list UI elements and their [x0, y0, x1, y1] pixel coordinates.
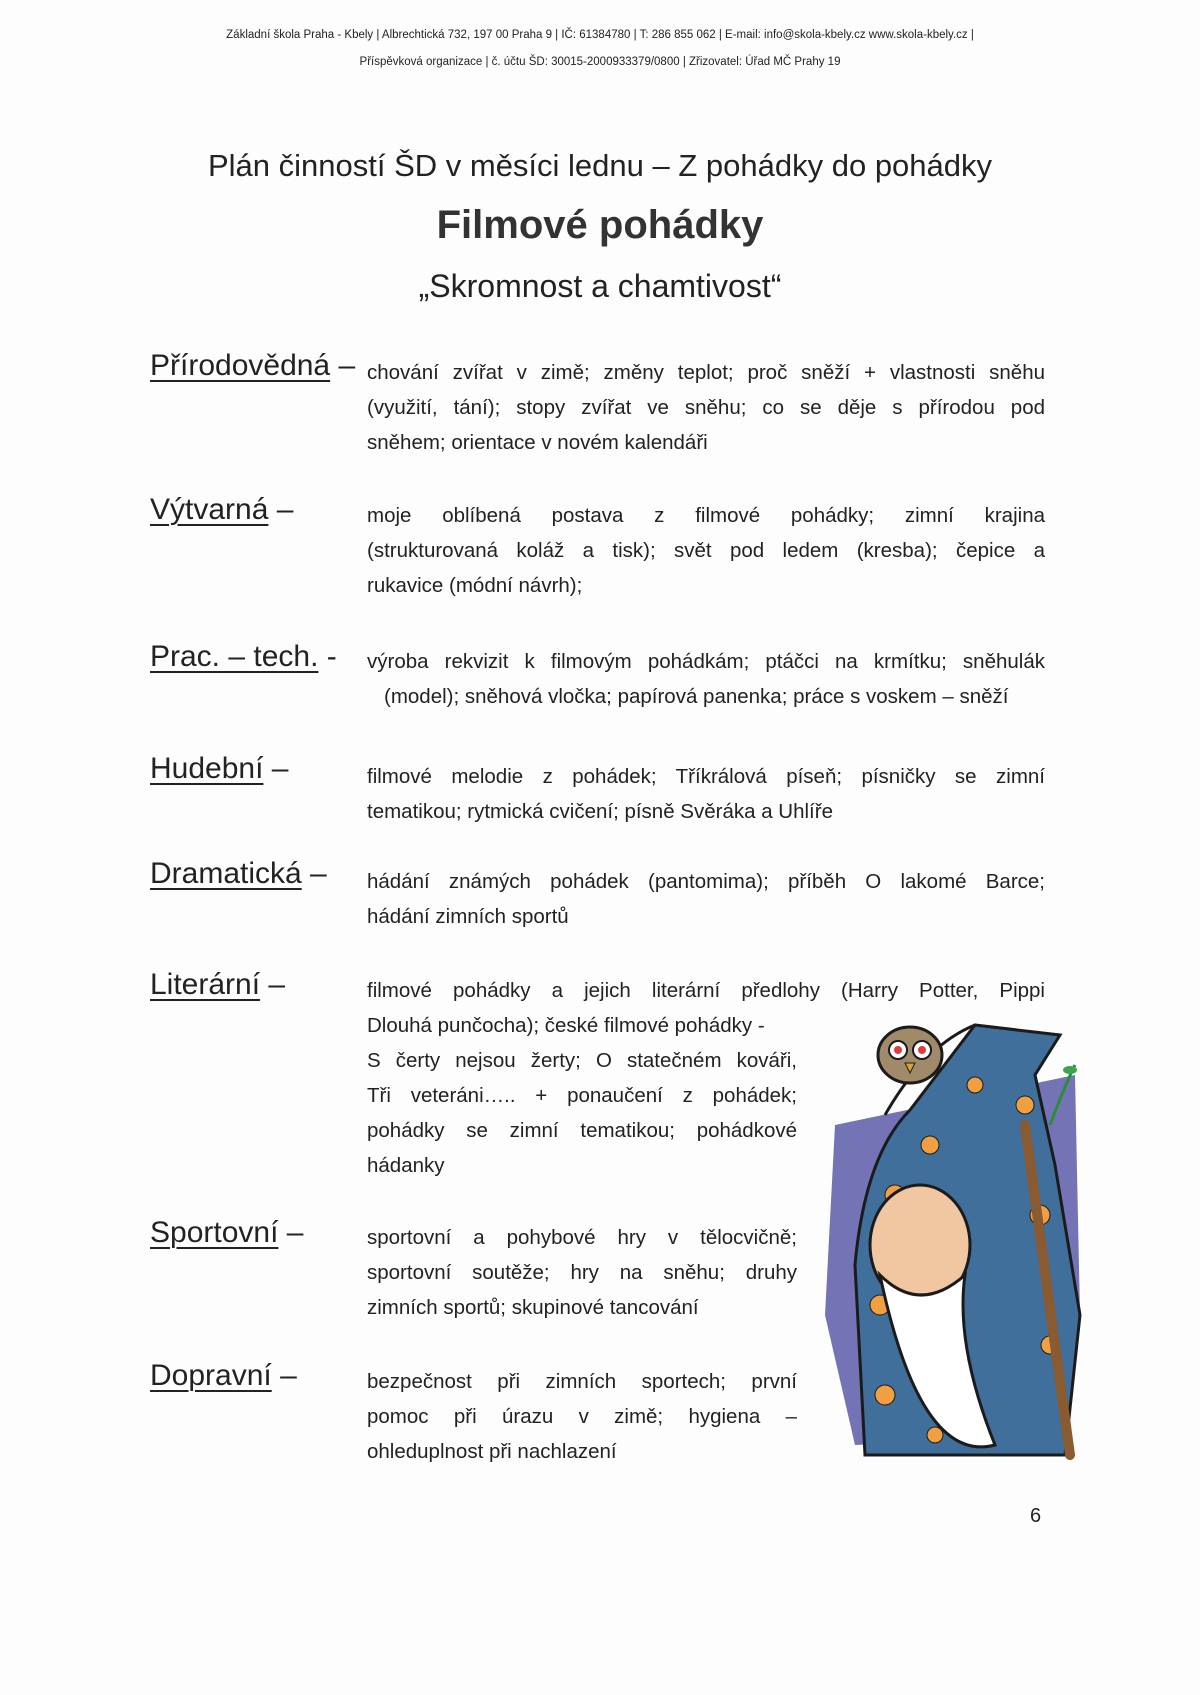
section-label: Literární — [150, 968, 261, 1001]
text-line: sněhem; orientace v novém kalendáři — [367, 431, 708, 454]
section-dash: – — [271, 1359, 297, 1392]
section-label: Výtvarná — [150, 493, 269, 526]
section-label: Hudební — [150, 752, 264, 785]
section-text — [367, 1220, 797, 1325]
text-line: (model); sněhová vločka; papírová panenka; práce s voskem – sněží — [384, 685, 1009, 708]
section-text — [367, 1364, 797, 1469]
section-dash: – — [260, 968, 286, 1001]
text-line: tematikou; rytmická cvičení; písně Svěráka a Uhlíře — [367, 800, 833, 823]
section-label: Sportovní — [150, 1216, 279, 1249]
theme-subtitle: „Skromnost a chamtivost“ — [418, 268, 782, 304]
text-line: filmové pohádky a jejich literární předlohy (Harry Potter, Pippi — [367, 979, 1045, 1002]
text-line: (využití, tání); stopy zvířat ve sněhu; co se děje s přírodou pod — [367, 396, 1045, 419]
text-line: sportovní soutěže; hry na sněhu; druhy — [367, 1261, 797, 1284]
section-dash: – — [268, 493, 294, 526]
text-line: Tři veteráni….. + ponaučení z pohádek; — [367, 1084, 797, 1107]
text-line: ohleduplnost při nachlazení — [367, 1440, 617, 1463]
section-text — [367, 355, 1045, 460]
section-dash: – — [263, 752, 289, 785]
section-label: Dramatická — [150, 857, 302, 890]
section-text — [367, 498, 1045, 603]
text-line: pohádky se zimní tematikou; pohádkové — [367, 1119, 797, 1142]
section-dash: – — [330, 349, 356, 382]
wizard-with-owl-illustration — [825, 1015, 1085, 1475]
text-line: chování zvířat v zimě; změny teplot; proč sněží + vlastnosti sněhu — [367, 361, 1045, 384]
plan-title: Plán činností ŠD v měsíci lednu – Z pohádky do pohádky — [207, 148, 993, 183]
section-dash: - — [318, 640, 337, 673]
section-text — [367, 864, 1045, 934]
section-label: Přírodovědná — [150, 349, 331, 382]
text-line: moje oblíbená postava z filmové pohádky; zimní krajina — [367, 504, 1045, 527]
section-text — [367, 644, 1045, 714]
school-header-line-2: Příspěvková organizace | č. účtu ŠD: 30015-2000933379/0800 | Zřizovatel: Úřad MČ Prahy 19 — [359, 56, 841, 68]
page-number: 6 — [1030, 1505, 1042, 1527]
text-line: výroba rekvizit k filmovým pohádkám; ptáčci na krmítku; sněhulák — [367, 650, 1045, 673]
school-header-line-1: Základní škola Praha - Kbely | Albrechtická 732, 197 00 Praha 9 | IČ: 61384780 | T: 286 855 062 | E-mail: info@skola-kbely.cz www.skola-kbely.cz | — [226, 29, 974, 41]
text-line: S čerty nejsou žerty; O statečném kováři, — [367, 1049, 797, 1072]
text-line: zimních sportů; skupinové tancování — [367, 1296, 699, 1319]
text-line: sportovní a pohybové hry v tělocvičně; — [367, 1226, 797, 1249]
text-line: hádání známých pohádek (pantomima); příběh O lakomé Barce; — [367, 870, 1045, 893]
text-line: pomoc při úrazu v zimě; hygiena – — [367, 1405, 797, 1428]
section-label: Dopravní — [150, 1359, 272, 1392]
text-line: Dlouhá punčocha); české filmové pohádky - — [367, 1014, 765, 1037]
text-line: hádání zimních sportů — [367, 905, 569, 928]
section-dash: – — [301, 857, 327, 890]
section-dash: – — [278, 1216, 304, 1249]
section-label: Prac. – tech. — [150, 640, 319, 673]
text-line: rukavice (módní návrh); — [367, 574, 583, 597]
section-text — [367, 759, 1045, 829]
text-line: hádanky — [367, 1154, 445, 1177]
text-line: (strukturovaná koláž a tisk); svět pod ledem (kresba); čepice a — [367, 539, 1045, 562]
text-line: filmové melodie z pohádek; Tříkrálová píseň; písničky se zimní — [367, 765, 1045, 788]
text-line: bezpečnost při zimních sportech; první — [367, 1370, 797, 1393]
theme-title: Filmové pohádky — [436, 203, 764, 247]
